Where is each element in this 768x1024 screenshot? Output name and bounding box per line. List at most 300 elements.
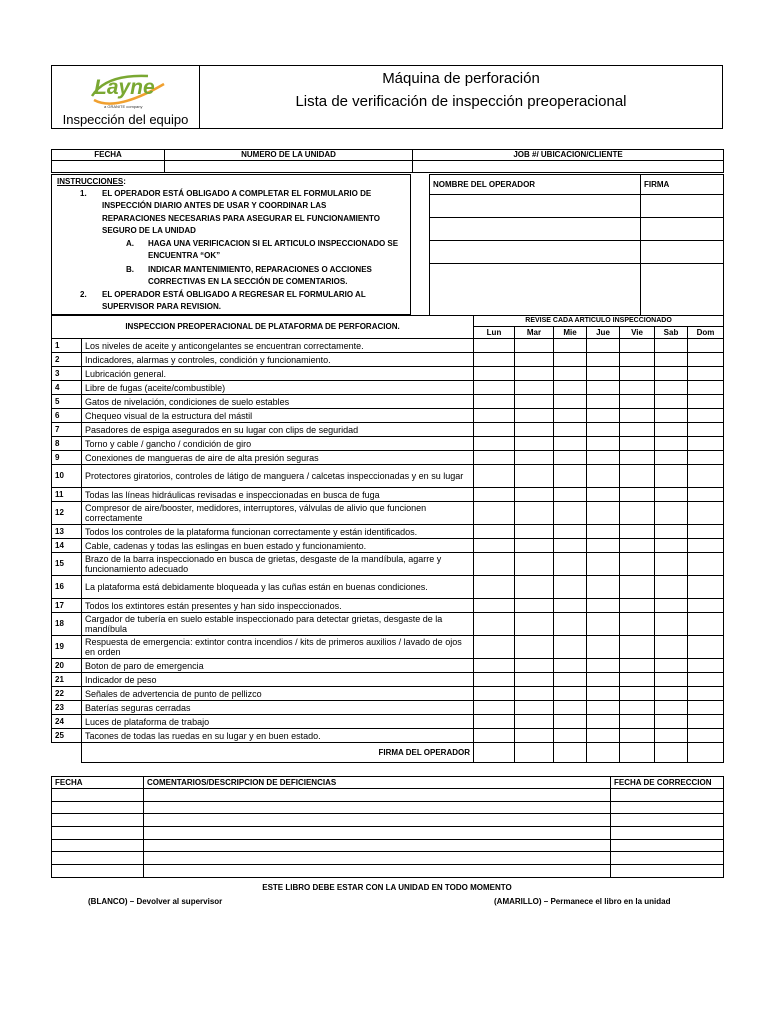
check-cell-sab[interactable] (655, 339, 688, 353)
check-cell-mar[interactable] (515, 437, 554, 451)
check-cell-mar[interactable] (515, 715, 554, 729)
item-text: Compresor de aire/booster, medidores, interruptores, válvulas de alivio que funcionen correctamente (82, 502, 474, 525)
item-number: 14 (52, 539, 82, 553)
check-cell-dom[interactable] (688, 395, 724, 409)
check-cell-jue[interactable] (587, 423, 620, 437)
check-cell-dom[interactable] (688, 465, 724, 488)
check-cell-vie[interactable] (620, 423, 655, 437)
check-cell-dom[interactable] (688, 576, 724, 599)
comment-correction-field[interactable] (611, 789, 724, 802)
signature-cell-lun[interactable] (474, 743, 515, 763)
check-cell-mie[interactable] (554, 381, 587, 395)
inspection-row (52, 409, 724, 423)
inspection-row (52, 367, 724, 381)
inspection-row (52, 423, 724, 437)
info-table (51, 149, 724, 173)
check-cell-lun[interactable] (474, 636, 515, 659)
check-cell-jue[interactable] (587, 729, 620, 743)
check-cell-jue[interactable] (587, 599, 620, 613)
check-cell-vie[interactable] (620, 367, 655, 381)
comment-date-field[interactable] (52, 865, 144, 878)
check-cell-mie[interactable] (554, 339, 587, 353)
check-cell-lun[interactable] (474, 659, 515, 673)
check-cell-mar[interactable] (515, 488, 554, 502)
comments-table (51, 776, 724, 878)
comment-date-field[interactable] (52, 852, 144, 865)
item-text: Cargador de tubería en suelo estable inspeccionado para detectar grietas, desgaste de la mandíbula (82, 613, 474, 636)
check-cell-mie[interactable] (554, 353, 587, 367)
check-cell-sab[interactable] (655, 701, 688, 715)
check-cell-vie[interactable] (620, 488, 655, 502)
check-cell-mar[interactable] (515, 553, 554, 576)
check-cell-jue[interactable] (587, 409, 620, 423)
check-cell-vie[interactable] (620, 451, 655, 465)
check-cell-dom[interactable] (688, 381, 724, 395)
check-cell-mar[interactable] (515, 599, 554, 613)
check-cell-mie[interactable] (554, 687, 587, 701)
check-cell-lun[interactable] (474, 539, 515, 553)
fecha-field[interactable] (52, 161, 165, 173)
inspection-row (52, 673, 724, 687)
check-cell-lun[interactable] (474, 613, 515, 636)
logo-text: Layne (94, 76, 155, 99)
day-header-mar: Mar (515, 327, 554, 339)
check-cell-vie[interactable] (620, 599, 655, 613)
check-cell-vie[interactable] (620, 525, 655, 539)
check-cell-mar[interactable] (515, 636, 554, 659)
check-cell-jue[interactable] (587, 553, 620, 576)
check-cell-mie[interactable] (554, 367, 587, 381)
check-cell-sab[interactable] (655, 636, 688, 659)
comment-date-field[interactable] (52, 814, 144, 827)
check-cell-lun[interactable] (474, 729, 515, 743)
check-cell-mie[interactable] (554, 539, 587, 553)
check-cell-vie[interactable] (620, 715, 655, 729)
inspection-row (52, 729, 724, 743)
check-cell-dom[interactable] (688, 553, 724, 576)
check-cell-mar[interactable] (515, 687, 554, 701)
check-cell-sab[interactable] (655, 381, 688, 395)
check-cell-dom[interactable] (688, 539, 724, 553)
signature-cell-mie[interactable] (554, 743, 587, 763)
check-cell-sab[interactable] (655, 729, 688, 743)
check-cell-lun[interactable] (474, 488, 515, 502)
check-cell-mie[interactable] (554, 673, 587, 687)
check-cell-mar[interactable] (515, 409, 554, 423)
signature-cell-mar[interactable] (515, 743, 554, 763)
check-cell-lun[interactable] (474, 701, 515, 715)
comment-desc-field[interactable] (144, 814, 611, 827)
check-cell-mar[interactable] (515, 339, 554, 353)
signature-spacer (52, 743, 82, 763)
instruction-1: EL OPERADOR ESTÁ OBLIGADO A COMPLETAR EL FORMULARIO DE INSPECCIÓN DIARIO ANTES DE USAR Y COORDINAR LAS REPARACIONES NECESARIAS PARA ASEGURAR EL FUNCIONAMIENTO SEGURO DE LA UNIDAD (102, 189, 380, 236)
check-cell-sab[interactable] (655, 576, 688, 599)
signature-cell-dom[interactable] (688, 743, 724, 763)
check-cell-sab[interactable] (655, 367, 688, 381)
item-number: 7 (52, 423, 82, 437)
signature-cell-vie[interactable] (620, 743, 655, 763)
comment-date-field[interactable] (52, 789, 144, 802)
instructions-colon: : (123, 177, 126, 186)
check-cell-jue[interactable] (587, 502, 620, 525)
check-cell-dom[interactable] (688, 701, 724, 715)
check-cell-mar[interactable] (515, 539, 554, 553)
inspection-row (52, 488, 724, 502)
check-cell-vie[interactable] (620, 409, 655, 423)
signature-cell-jue[interactable] (587, 743, 620, 763)
check-cell-vie[interactable] (620, 539, 655, 553)
item-text: Señales de advertencia de punto de pellizco (82, 687, 474, 701)
operator-name-field[interactable] (430, 195, 641, 218)
item-number: 12 (52, 502, 82, 525)
check-cell-mie[interactable] (554, 451, 587, 465)
check-cell-sab[interactable] (655, 437, 688, 451)
check-cell-mie[interactable] (554, 395, 587, 409)
comments-desc-header: COMENTARIOS/DESCRIPCION DE DEFICIENCIAS (144, 777, 611, 789)
inspection-row (52, 687, 724, 701)
check-cell-vie[interactable] (620, 553, 655, 576)
check-cell-mie[interactable] (554, 659, 587, 673)
comment-correction-field[interactable] (611, 852, 724, 865)
check-cell-sab[interactable] (655, 673, 688, 687)
item-number: 25 (52, 729, 82, 743)
check-cell-lun[interactable] (474, 353, 515, 367)
check-cell-dom[interactable] (688, 673, 724, 687)
item-number: 16 (52, 576, 82, 599)
comment-date-field[interactable] (52, 801, 144, 814)
check-cell-dom[interactable] (688, 729, 724, 743)
check-cell-dom[interactable] (688, 599, 724, 613)
item-number: 3 (52, 367, 82, 381)
check-cell-mie[interactable] (554, 525, 587, 539)
signature-cell-sab[interactable] (655, 743, 688, 763)
item-number: 22 (52, 687, 82, 701)
operator-firma-label: FIRMA (641, 175, 724, 195)
check-cell-vie[interactable] (620, 687, 655, 701)
inspection-row (52, 525, 724, 539)
check-cell-dom[interactable] (688, 423, 724, 437)
footer-left: (BLANCO) – Devolver al supervisor (88, 897, 223, 906)
check-cell-jue[interactable] (587, 701, 620, 715)
check-cell-lun[interactable] (474, 367, 515, 381)
check-cell-lun[interactable] (474, 715, 515, 729)
check-cell-lun[interactable] (474, 465, 515, 488)
check-cell-sab[interactable] (655, 715, 688, 729)
operator-name-field[interactable] (430, 241, 641, 264)
item-text: Pasadores de espiga asegurados en su lugar con clips de seguridad (82, 423, 474, 437)
check-cell-sab[interactable] (655, 659, 688, 673)
check-cell-mar[interactable] (515, 502, 554, 525)
check-cell-lun[interactable] (474, 553, 515, 576)
check-cell-mar[interactable] (515, 673, 554, 687)
check-cell-mar[interactable] (515, 353, 554, 367)
check-cell-dom[interactable] (688, 367, 724, 381)
item-text: Todos los extintores están presentes y han sido inspeccionados. (82, 599, 474, 613)
item-number: 21 (52, 673, 82, 687)
check-cell-sab[interactable] (655, 395, 688, 409)
inspection-section-title: INSPECCION PREOPERACIONAL DE PLATAFORMA DE PERFORACION. (52, 316, 474, 339)
instruction-2-num: 2. (80, 290, 87, 299)
comment-row (52, 801, 724, 814)
check-cell-mie[interactable] (554, 423, 587, 437)
check-cell-sab[interactable] (655, 423, 688, 437)
instruction-1-num: 1. (80, 189, 87, 198)
inspection-row (52, 636, 724, 659)
check-cell-sab[interactable] (655, 353, 688, 367)
inspection-row (52, 576, 724, 599)
check-cell-sab[interactable] (655, 599, 688, 613)
check-cell-mar[interactable] (515, 423, 554, 437)
check-cell-lun[interactable] (474, 687, 515, 701)
item-text: Protectores giratorios, controles de látigo de manguera / calcetas inspeccionadas y en su lugar (82, 465, 474, 488)
page-title: Máquina de perforación (382, 70, 540, 87)
check-cell-lun[interactable] (474, 576, 515, 599)
check-cell-mar[interactable] (515, 525, 554, 539)
check-cell-jue[interactable] (587, 465, 620, 488)
comment-date-field[interactable] (52, 827, 144, 840)
operator-firma-field[interactable] (641, 241, 724, 264)
check-cell-lun[interactable] (474, 437, 515, 451)
check-cell-mie[interactable] (554, 613, 587, 636)
check-cell-mie[interactable] (554, 701, 587, 715)
comments-fecha-header: FECHA (52, 777, 144, 789)
instruction-a-letter: A. (126, 239, 134, 248)
comment-date-field[interactable] (52, 839, 144, 852)
check-cell-mar[interactable] (515, 465, 554, 488)
check-cell-sab[interactable] (655, 525, 688, 539)
footer-right: (AMARILLO) – Permanece el libro en la unidad (494, 897, 671, 906)
check-cell-sab[interactable] (655, 539, 688, 553)
check-cell-mie[interactable] (554, 488, 587, 502)
check-cell-mie[interactable] (554, 636, 587, 659)
check-cell-vie[interactable] (620, 673, 655, 687)
item-text: Cable, cadenas y todas las eslingas en buen estado y funcionamiento. (82, 539, 474, 553)
check-cell-dom[interactable] (688, 409, 724, 423)
comment-correction-field[interactable] (611, 865, 724, 878)
check-cell-dom[interactable] (688, 437, 724, 451)
check-cell-mie[interactable] (554, 599, 587, 613)
check-cell-vie[interactable] (620, 729, 655, 743)
inspection-row (52, 553, 724, 576)
check-cell-dom[interactable] (688, 525, 724, 539)
check-cell-jue[interactable] (587, 636, 620, 659)
check-cell-dom[interactable] (688, 488, 724, 502)
check-cell-jue[interactable] (587, 539, 620, 553)
check-cell-jue[interactable] (587, 395, 620, 409)
check-cell-jue[interactable] (587, 715, 620, 729)
inspection-row (52, 502, 724, 525)
check-cell-vie[interactable] (620, 465, 655, 488)
day-header-sab: Sab (655, 327, 688, 339)
check-cell-dom[interactable] (688, 339, 724, 353)
section-label: Inspección del equipo (62, 112, 189, 127)
comment-correction-field[interactable] (611, 801, 724, 814)
item-number: 6 (52, 409, 82, 423)
check-cell-dom[interactable] (688, 502, 724, 525)
check-cell-jue[interactable] (587, 673, 620, 687)
item-number: 15 (52, 553, 82, 576)
comment-correction-field[interactable] (611, 827, 724, 840)
check-cell-jue[interactable] (587, 339, 620, 353)
check-cell-mie[interactable] (554, 553, 587, 576)
check-cell-lun[interactable] (474, 409, 515, 423)
check-cell-vie[interactable] (620, 636, 655, 659)
check-cell-mar[interactable] (515, 613, 554, 636)
item-text: Luces de plataforma de trabajo (82, 715, 474, 729)
check-cell-sab[interactable] (655, 465, 688, 488)
check-cell-mie[interactable] (554, 437, 587, 451)
check-cell-jue[interactable] (587, 367, 620, 381)
day-header-lun: Lun (474, 327, 515, 339)
revise-label: REVISE CADA ARTICULO INSPECCIONADO (474, 316, 724, 327)
inspection-row (52, 659, 724, 673)
check-cell-jue[interactable] (587, 488, 620, 502)
comment-correction-field[interactable] (611, 839, 724, 852)
comment-correction-field[interactable] (611, 814, 724, 827)
check-cell-sab[interactable] (655, 488, 688, 502)
check-cell-jue[interactable] (587, 525, 620, 539)
comment-desc-field[interactable] (144, 801, 611, 814)
inspection-row (52, 539, 724, 553)
check-cell-lun[interactable] (474, 502, 515, 525)
comments-correccion-header: FECHA DE CORRECCION (611, 777, 724, 789)
day-header-mie: Mie (554, 327, 587, 339)
check-cell-vie[interactable] (620, 353, 655, 367)
inspection-row (52, 613, 724, 636)
item-number: 11 (52, 488, 82, 502)
check-cell-lun[interactable] (474, 673, 515, 687)
operator-name-field[interactable] (430, 264, 641, 316)
item-number: 13 (52, 525, 82, 539)
check-cell-dom[interactable] (688, 659, 724, 673)
check-cell-mie[interactable] (554, 729, 587, 743)
inspection-row (52, 353, 724, 367)
check-cell-vie[interactable] (620, 659, 655, 673)
check-cell-mie[interactable] (554, 409, 587, 423)
check-cell-mar[interactable] (515, 659, 554, 673)
check-cell-mie[interactable] (554, 715, 587, 729)
unidad-field[interactable] (165, 161, 413, 173)
check-cell-mie[interactable] (554, 576, 587, 599)
check-cell-lun[interactable] (474, 423, 515, 437)
item-number: 1 (52, 339, 82, 353)
check-cell-mie[interactable] (554, 465, 587, 488)
check-cell-lun[interactable] (474, 339, 515, 353)
check-cell-mar[interactable] (515, 367, 554, 381)
check-cell-mar[interactable] (515, 576, 554, 599)
item-number: 2 (52, 353, 82, 367)
check-cell-vie[interactable] (620, 395, 655, 409)
check-cell-sab[interactable] (655, 409, 688, 423)
check-cell-mar[interactable] (515, 729, 554, 743)
check-cell-vie[interactable] (620, 339, 655, 353)
instruction-2: EL OPERADOR ESTÁ OBLIGADO A REGRESAR EL FORMULARIO AL SUPERVISOR PARA REVISION. (102, 290, 366, 312)
comment-desc-field[interactable] (144, 789, 611, 802)
check-cell-dom[interactable] (688, 687, 724, 701)
operator-firma-field[interactable] (641, 218, 724, 241)
comment-row (52, 814, 724, 827)
check-cell-mar[interactable] (515, 701, 554, 715)
check-cell-sab[interactable] (655, 451, 688, 465)
check-cell-jue[interactable] (587, 576, 620, 599)
footer-note: ESTE LIBRO DEBE ESTAR CON LA UNIDAD EN TODO MOMENTO (262, 883, 512, 892)
item-number: 19 (52, 636, 82, 659)
check-cell-mar[interactable] (515, 381, 554, 395)
check-cell-mar[interactable] (515, 395, 554, 409)
check-cell-dom[interactable] (688, 636, 724, 659)
check-cell-jue[interactable] (587, 353, 620, 367)
company-logo (86, 70, 172, 110)
instructions-heading: INSTRUCCIONES (57, 177, 124, 186)
check-cell-vie[interactable] (620, 381, 655, 395)
comment-desc-field[interactable] (144, 865, 611, 878)
check-cell-lun[interactable] (474, 599, 515, 613)
check-cell-mar[interactable] (515, 451, 554, 465)
item-text: Los niveles de aceite y anticongelantes se encuentran correctamente. (82, 339, 474, 353)
check-cell-jue[interactable] (587, 451, 620, 465)
item-text: Brazo de la barra inspeccionado en busca de grietas, desgaste de la mandíbula, agarre y funcionamiento adecuado (82, 553, 474, 576)
check-cell-sab[interactable] (655, 553, 688, 576)
check-cell-jue[interactable] (587, 381, 620, 395)
check-cell-mie[interactable] (554, 502, 587, 525)
check-cell-sab[interactable] (655, 687, 688, 701)
comment-desc-field[interactable] (144, 852, 611, 865)
operator-firma-field[interactable] (641, 195, 724, 218)
comment-desc-field[interactable] (144, 827, 611, 840)
item-text: Todos los controles de la plataforma funcionan correctamente y están identificados. (82, 525, 474, 539)
comment-row (52, 852, 724, 865)
job-field[interactable] (413, 161, 724, 173)
comment-desc-field[interactable] (144, 839, 611, 852)
check-cell-vie[interactable] (620, 701, 655, 715)
comment-row (52, 827, 724, 840)
check-cell-sab[interactable] (655, 613, 688, 636)
day-header-vie: Vie (620, 327, 655, 339)
instruction-a: HAGA UNA VERIFICACION SI EL ARTICULO INSPECCIONADO SE ENCUENTRA “OK” (148, 239, 399, 261)
item-number: 23 (52, 701, 82, 715)
check-cell-dom[interactable] (688, 613, 724, 636)
item-text: Torno y cable / gancho / condición de giro (82, 437, 474, 451)
item-text: Gatos de nivelación, condiciones de suelo estables (82, 395, 474, 409)
item-text: Respuesta de emergencia: extintor contra incendios / kits de primeros auxilios / lavado de ojos en orden (82, 636, 474, 659)
operator-firma-field[interactable] (641, 264, 724, 316)
check-cell-jue[interactable] (587, 437, 620, 451)
check-cell-jue[interactable] (587, 613, 620, 636)
item-text: Lubricación general. (82, 367, 474, 381)
check-cell-vie[interactable] (620, 613, 655, 636)
fecha-header: FECHA (52, 150, 165, 161)
check-cell-vie[interactable] (620, 576, 655, 599)
check-cell-sab[interactable] (655, 502, 688, 525)
item-text: Conexiones de mangueras de aire de alta presión seguras (82, 451, 474, 465)
check-cell-dom[interactable] (688, 715, 724, 729)
check-cell-vie[interactable] (620, 502, 655, 525)
check-cell-jue[interactable] (587, 659, 620, 673)
operator-name-field[interactable] (430, 218, 641, 241)
item-number: 17 (52, 599, 82, 613)
check-cell-jue[interactable] (587, 687, 620, 701)
item-text: Indicador de peso (82, 673, 474, 687)
check-cell-lun[interactable] (474, 381, 515, 395)
item-text: Chequeo visual de la estructura del mástil (82, 409, 474, 423)
check-cell-lun[interactable] (474, 395, 515, 409)
check-cell-lun[interactable] (474, 451, 515, 465)
item-number: 18 (52, 613, 82, 636)
check-cell-lun[interactable] (474, 525, 515, 539)
check-cell-dom[interactable] (688, 451, 724, 465)
check-cell-vie[interactable] (620, 437, 655, 451)
check-cell-dom[interactable] (688, 353, 724, 367)
